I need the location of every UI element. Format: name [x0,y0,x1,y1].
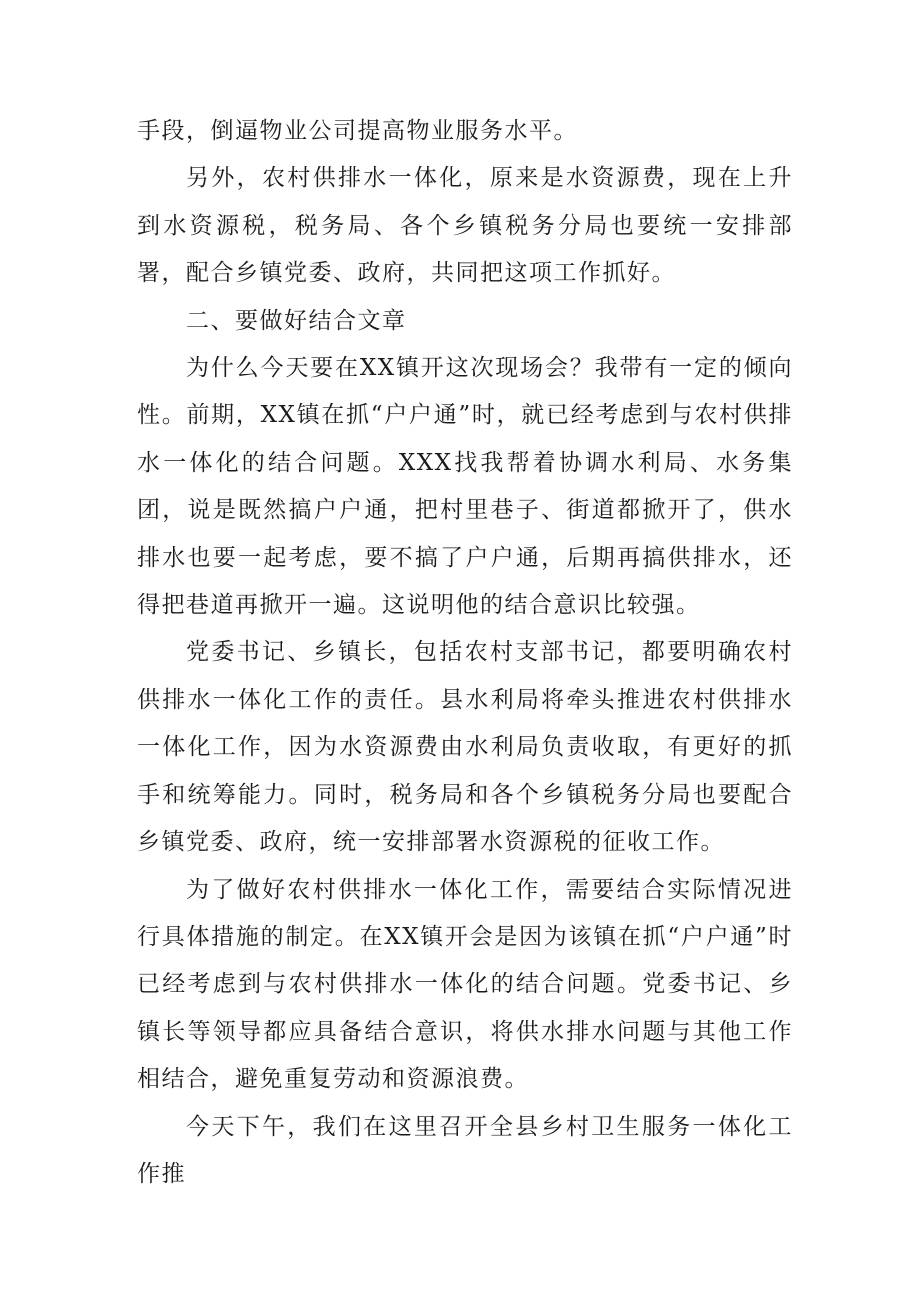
paragraph-4: 党委书记、乡镇长，包括农村支部书记，都要明确农村供排水一体化工作的责任。县水利局将牵头推进农村供排水一体化工作，因为水资源费由水利局负责收取，有更好的抓手和统筹能力。同时，税务局和各个乡镇税务分局也要配合乡镇党委、政府，统一安排部署水资源税的征收工作。 [137,639,793,856]
paragraph-1: 手段，倒逼物业公司提高物业服务水平。 [137,118,578,144]
document-body [137,108,793,1198]
section-heading: 二、要做好结合文章 [186,307,407,334]
paragraph-2: 另外，农村供排水一体化，原来是水资源费，现在上升到水资源税，税务局、各个乡镇税务分局也要统一安排部署，配合乡镇党委、政府，共同把这项工作抓好。 [137,165,793,287]
paragraph-3: 为什么今天要在XX镇开这次现场会？我带有一定的倾向性。前期，XX镇在抓“户户通”时，就已经考虑到与农村供排水一体化的结合问题。XXX找我帮着协调水利局、水务集团，说是既然搞户户通，把村里巷子、街道都掀开了，供水排水也要一起考虑，要不搞了户户通，后期再搞供排水，还得把巷道再掀开一遍。这说明他的结合意识比较强。 [137,355,793,619]
paragraph-5: 为了做好农村供排水一体化工作，需要结合实际情况进行具体措施的制定。在XX镇开会是因为该镇在抓“户户通”时已经考虑到与农村供排水一体化的结合问题。党委书记、乡镇长等领导都应具备结合意识，将供水排水问题与其他工作相结合，避免重复劳动和资源浪费。 [137,876,793,1093]
paragraph-6: 今天下午，我们在这里召开全县乡村卫生服务一体化工作推 [137,1113,793,1187]
